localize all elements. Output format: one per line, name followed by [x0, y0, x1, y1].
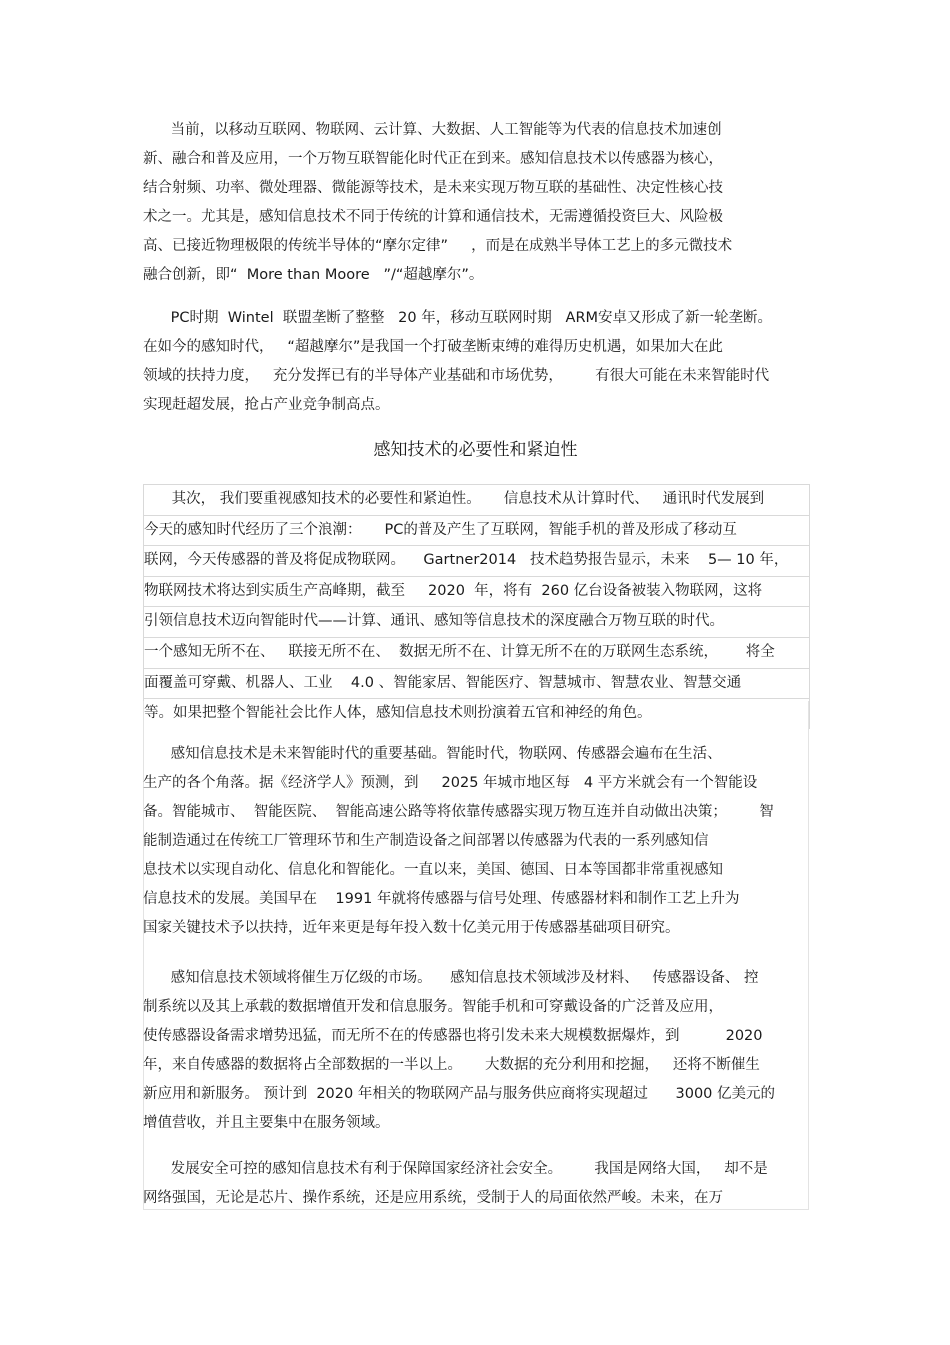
text-line: 引领信息技术迈向智能时代——计算、通讯、感知等信息技术的深度融合万物互联的时代。 [144, 607, 809, 638]
text-line: 融合创新，即“ More than Moore ”/“超越摩尔”。 [143, 267, 484, 283]
text-line: 一个感知无所不在、 联接无所不在、 数据无所不在、计算无所不在的万联网生态系统， 将全 [144, 638, 809, 669]
text-line: 领域的扶持力度， 充分发挥已有的半导体产业基础和市场优势， 有很大可能在未来智能时代 [143, 368, 770, 384]
text-line: 国家关键技术予以扶持，近年来更是每年投入数十亿美元用于传感器基础项目研究。 [143, 920, 680, 936]
text-line: 术之一。尤其是，感知信息技术不同于传统的计算和通信技术，无需遵循投资巨大、风险极 [143, 209, 723, 225]
text-line: 备。智能城市、 智能医院、 智能高速公路等将依靠传感器实现万物互连并自动做出决策； 智 [143, 804, 774, 820]
text-line: 今天的感知时代经历了三个浪潮： PC的普及产生了互联网，智能手机的普及形成了移动互 [144, 516, 809, 547]
text-line: 信息技术的发展。美国早在 1991 年就将传感器与信号处理、传感器材料和制作工艺上升为 [143, 891, 740, 907]
text-line: 感知信息技术领域将催生万亿级的市场。 感知信息技术领域涉及材料、 传感器设备、 控 [143, 970, 759, 986]
paragraph-security [143, 1155, 808, 1213]
text-line: 当前，以移动互联网、物联网、云计算、大数据、人工智能等为代表的信息技术加速创 [143, 122, 722, 138]
text-line: 发展安全可控的感知信息技术有利于保障国家经济社会安全。 我国是网络大国， 却不是 [143, 1161, 768, 1177]
text-line: 高、已接近物理极限的传统半导体的“摩尔定律” ，而是在成熟半导体工艺上的多元微技术 [143, 238, 733, 254]
text-line: 感知信息技术是未来智能时代的重要基础。智能时代，物联网、传感器会遍布在生活、 [143, 746, 722, 762]
text-line: 面覆盖可穿戴、机器人、工业 4.0 、智能家居、智能医疗、智慧城市、智慧农业、智慧交通 [144, 669, 809, 700]
section-heading: 感知技术的必要性和紧迫性 [373, 440, 578, 460]
text-line: 新应用和新服务。 预计到 2020 年相关的物联网产品与服务供应商将实现超过 3000 亿美元的 [143, 1086, 775, 1102]
text-line: 息技术以实现自动化、信息化和智能化。一直以来，美国、德国、日本等国都非常重视感知 [143, 862, 723, 878]
text-line: 网络强国，无论是芯片、操作系统，还是应用系统，受制于人的局面依然严峻。未来，在万 [143, 1190, 723, 1206]
text-line: 联网，今天传感器的普及将促成物联网。 Gartner2014 技术趋势报告显示，未来 5— 10 年， [144, 546, 809, 577]
paragraph-market [143, 964, 808, 1138]
text-line: 使传感器设备需求增势迅猛，而无所不在的传感器也将引发未来大规模数据爆炸，到 2020 [143, 1028, 763, 1044]
text-line: 其次， 我们要重视感知技术的必要性和紧迫性。 信息技术从计算时代、 通讯时代发展到 [144, 485, 809, 516]
text-line: PC时期 Wintel 联盟垄断了整整 20 年，移动互联网时期 ARM安卓又形成了新一轮垄断。 [143, 310, 773, 326]
text-line: 实现赶超发展，抢占产业竞争制高点。 [143, 397, 390, 413]
text-line: 新、融合和普及应用，一个万物互联智能化时代正在到来。感知信息技术以传感器为核心， [143, 151, 723, 167]
text-line: 能制造通过在传统工厂管理环节和生产制造设备之间部署以传感器为代表的一系列感知信 [143, 833, 709, 849]
text-line: 等。如果把整个智能社会比作人体，感知信息技术则扮演着五官和神经的角色。 [144, 705, 652, 722]
text-line: 生产的各个角落。据《经济学人》预测，到 2025 年城市地区每 4 平方米就会有一个智能设 [143, 775, 758, 791]
paragraph-intro [143, 116, 808, 290]
text-line: 年，来自传感器的数据将占全部数据的一半以上。 大数据的充分利用和挖掘， 还将不断催生 [143, 1057, 760, 1073]
text-line: 物联网技术将达到实质生产高峰期，截至 2020 年，将有 260 亿台设备被装入物联网，这将 [144, 577, 809, 608]
text-line: 在如今的感知时代， “超越摩尔”是我国一个打破垄断束缚的难得历史机遇，如果加大在此 [143, 339, 723, 355]
text-line: 增值营收，并且主要集中在服务领域。 [143, 1115, 390, 1131]
text-line: 结合射频、功率、微处理器、微能源等技术，是未来实现万物互联的基础性、决定性核心技 [143, 180, 723, 196]
paragraph-necessity [143, 484, 810, 729]
paragraph-pc-era [143, 304, 808, 420]
paragraph-foundation [143, 740, 808, 943]
text-line: 制系统以及其上承载的数据增值开发和信息服务。智能手机和可穿戴设备的广泛普及应用， [143, 999, 723, 1015]
